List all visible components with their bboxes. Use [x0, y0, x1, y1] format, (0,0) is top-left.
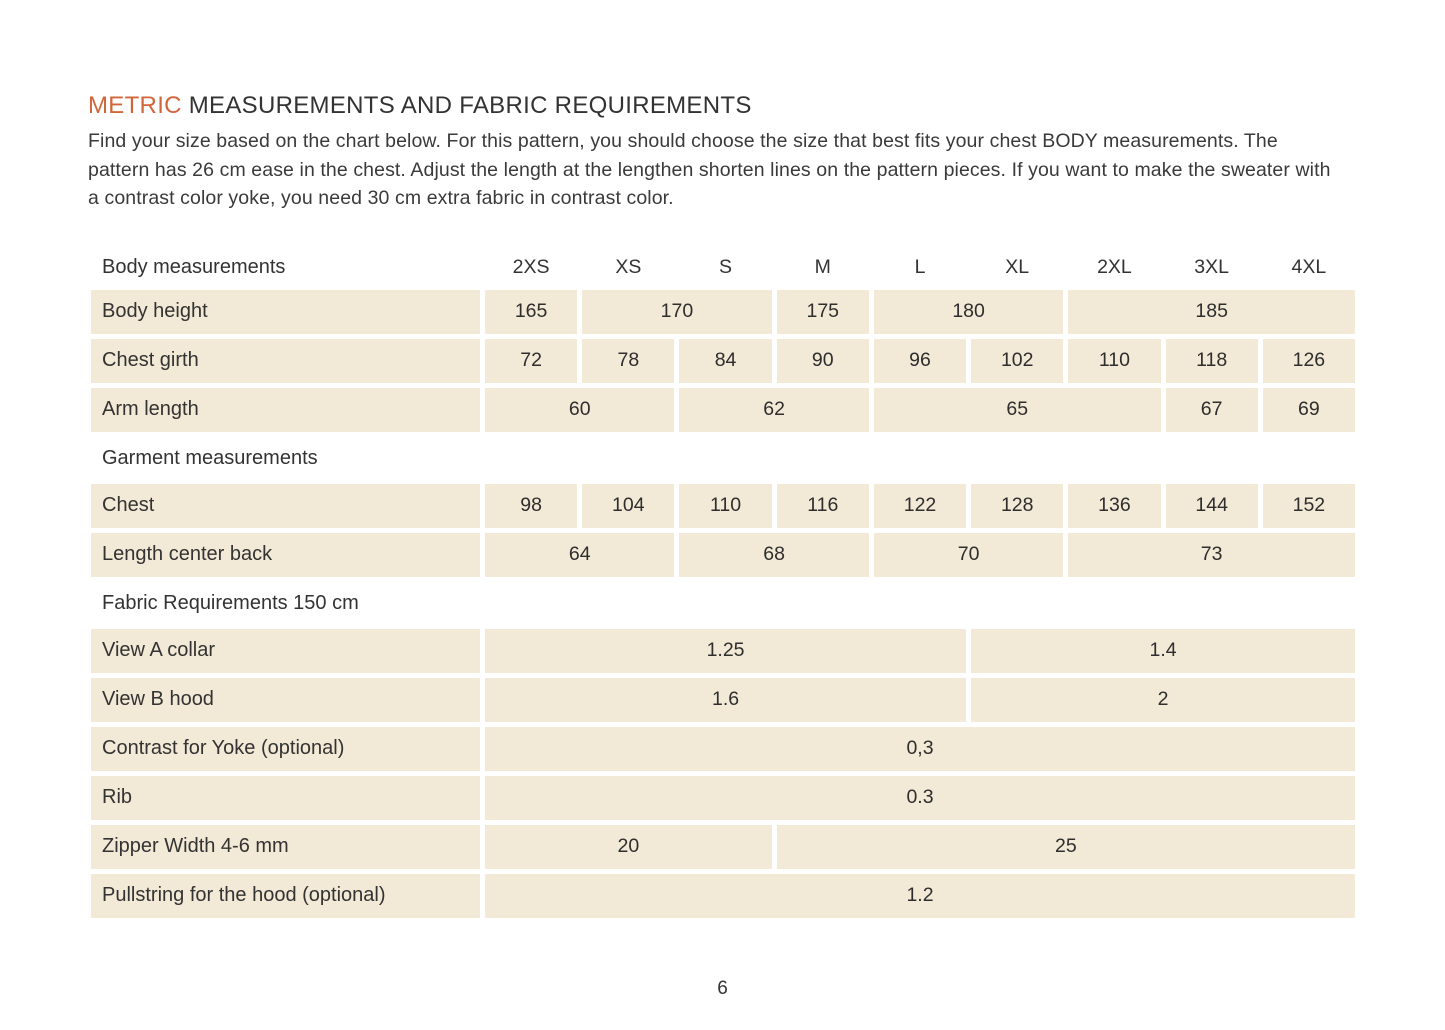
value-cell: 1.6	[485, 678, 966, 722]
value-cell: 84	[679, 339, 771, 383]
table-corner-label: Body measurements	[102, 256, 286, 278]
page-content	[88, 92, 1445, 918]
page-title	[88, 92, 1445, 120]
size-column-header-2xl: 2XL	[1097, 256, 1132, 278]
row-label: Zipper Width 4-6 mm	[91, 825, 480, 869]
size-chart-table	[91, 251, 1355, 918]
value-cell: 180	[874, 290, 1063, 334]
size-column-header-xs: XS	[615, 256, 642, 278]
row-label: Pullstring for the hood (optional)	[91, 874, 480, 918]
title-highlight: METRIC	[88, 92, 182, 119]
row-label: Chest	[91, 484, 480, 528]
value-cell: 170	[582, 290, 771, 334]
value-cell: 69	[1263, 388, 1355, 432]
value-cell: 67	[1166, 388, 1258, 432]
value-cell: 102	[971, 339, 1063, 383]
size-column-header-s: S	[719, 256, 733, 278]
value-cell: 96	[874, 339, 966, 383]
value-cell: 72	[485, 339, 577, 383]
value-cell: 0.3	[485, 776, 1355, 820]
row-label: Body height	[91, 290, 480, 334]
value-cell: 65	[874, 388, 1161, 432]
row-label: View B hood	[91, 678, 480, 722]
value-cell: 60	[485, 388, 674, 432]
value-cell: 70	[874, 533, 1063, 577]
size-column-header-xl: XL	[1005, 256, 1030, 278]
row-label: Arm length	[91, 388, 480, 432]
value-cell: 175	[777, 290, 869, 334]
row-label: View A collar	[91, 629, 480, 673]
value-cell: 1.4	[971, 629, 1355, 673]
value-cell: 20	[485, 825, 772, 869]
value-cell: 64	[485, 533, 674, 577]
size-column-header-3xl: 3XL	[1194, 256, 1229, 278]
value-cell: 62	[679, 388, 868, 432]
page-number: 6	[717, 978, 728, 999]
value-cell: 110	[1068, 339, 1160, 383]
value-cell: 136	[1068, 484, 1160, 528]
value-cell: 110	[679, 484, 771, 528]
row-label: Length center back	[91, 533, 480, 577]
size-column-header-4xl: 4XL	[1291, 256, 1327, 278]
value-cell: 2	[971, 678, 1355, 722]
value-cell: 90	[777, 339, 869, 383]
value-cell: 152	[1263, 484, 1355, 528]
value-cell: 25	[777, 825, 1355, 869]
title-rest: MEASUREMENTS AND FABRIC REQUIREMENTS	[181, 92, 752, 119]
row-label: Rib	[91, 776, 480, 820]
size-column-header-l: L	[914, 256, 926, 278]
size-column-header-2xs: 2XS	[512, 256, 550, 278]
value-cell: 165	[485, 290, 577, 334]
value-cell: 98	[485, 484, 577, 528]
row-label: Chest girth	[91, 339, 480, 383]
value-cell: 118	[1166, 339, 1258, 383]
value-cell: 0,3	[485, 727, 1355, 771]
value-cell: 144	[1166, 484, 1258, 528]
row-label: Contrast for Yoke (optional)	[91, 727, 480, 771]
value-cell: 116	[777, 484, 869, 528]
section-header: Fabric Requirements 150 cm	[102, 591, 359, 614]
intro-paragraph: Find your size based on the chart below. For this pattern, you should choose the size that best fits your chest BODY measurements. The pattern has 26 cm ease in the chest. Adjust the length at the lengthen shorten lines on the pattern pieces. If you want to make the sweater with a contrast color yoke, you need 30 cm extra fabric in contrast color.	[88, 130, 1331, 209]
value-cell: 1.2	[485, 874, 1355, 918]
value-cell: 185	[1068, 290, 1355, 334]
value-cell: 1.25	[485, 629, 966, 673]
value-cell: 68	[679, 533, 868, 577]
section-header: Garment measurements	[102, 446, 318, 469]
value-cell: 104	[582, 484, 674, 528]
value-cell: 122	[874, 484, 966, 528]
size-column-header-m: M	[814, 256, 831, 278]
value-cell: 73	[1068, 533, 1355, 577]
value-cell: 128	[971, 484, 1063, 528]
value-cell: 78	[582, 339, 674, 383]
value-cell: 126	[1263, 339, 1355, 383]
